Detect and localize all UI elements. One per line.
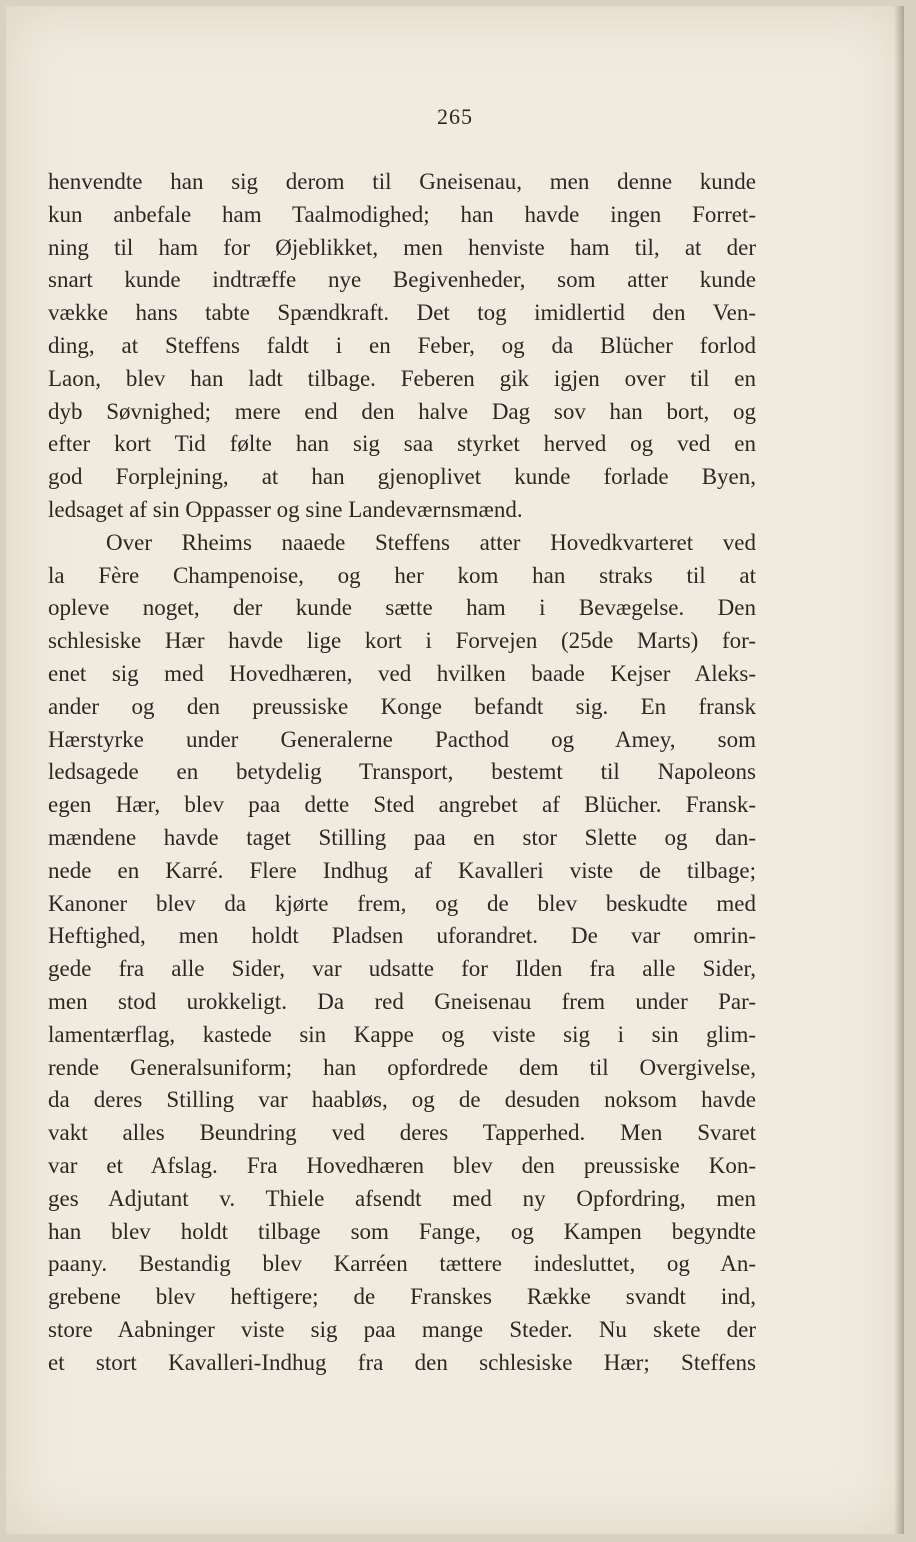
text-line: god Forplejning, at han gjenoplivet kunde forlade Byen,	[48, 464, 756, 490]
text-line: kun anbefale ham Taalmodighed; han havde ingen Forret-	[48, 201, 756, 227]
text-line: da deres Stilling var haabløs, og de desuden noksom havde	[48, 1087, 756, 1113]
page-binding-edge	[894, 6, 904, 1534]
text-line: vække hans tabte Spændkraft. Det tog imidlertid den Ven-	[48, 300, 756, 326]
text-line: vakt alles Beundring ved deres Tapperhed. Men Svaret	[48, 1120, 756, 1146]
text-line: lamentærflag, kastede sin Kappe og viste sig i sin glim-	[48, 1021, 756, 1047]
text-line: men stod urokkeligt. Da red Gneisenau frem under Par-	[48, 988, 756, 1014]
text-line: mændene havde taget Stilling paa en stor Slette og dan-	[48, 824, 756, 850]
text-line: enet sig med Hovedhæren, ved hvilken baade Kejser Aleks-	[48, 660, 756, 686]
text-line: ander og den preussiske Konge befandt sig. En fransk	[48, 693, 756, 719]
text-line: Heftighed, men holdt Pladsen uforandret. De var omrin-	[48, 923, 756, 949]
text-line: grebene blev heftigere; de Franskes Række svandt ind,	[48, 1284, 756, 1310]
text-line: ding, at Steffens faldt i en Feber, og da Blücher forlod	[48, 332, 756, 358]
page-number: 265	[437, 104, 473, 129]
text-line: snart kunde indtræffe nye Begivenheder, som atter kunde	[48, 267, 756, 293]
text-line: ledsaget af sin Oppasser og sine Landeværnsmænd.	[48, 496, 523, 522]
text-line: dyb Søvnighed; mere end den halve Dag sov han bort, og	[48, 398, 756, 424]
text-line: var et Afslag. Fra Hovedhæren blev den preussiske Kon-	[48, 1152, 756, 1178]
text-line: ning til ham for Øjeblikket, men henviste ham til, at der	[48, 234, 756, 260]
text-line: store Aabninger viste sig paa mange Steder. Nu skete der	[48, 1316, 756, 1342]
paragraph-first-line: Over Rheims naaede Steffens atter Hovedkvarteret ved	[106, 529, 756, 555]
text-line: gede fra alle Sider, var udsatte for Ilden fra alle Sider,	[48, 956, 756, 982]
text-line: henvendte han sig derom til Gneisenau, men denne kunde	[48, 169, 756, 194]
text-line: schlesiske Hær havde lige kort i Forvejen (25de Marts) for-	[48, 628, 756, 654]
text-line: ledsagede en betydelig Transport, bestemt til Napoleons	[48, 759, 756, 785]
text-line: et stort Kavalleri-Indhug fra den schlesiske Hær; Steffens	[48, 1349, 756, 1375]
text-line: Kanoner blev da kjørte frem, og de blev beskudte med	[48, 890, 756, 916]
text-line: la Fère Champenoise, og her kom han straks til at	[48, 562, 756, 588]
text-line: opleve noget, der kunde sætte ham i Bevægelse. Den	[48, 595, 756, 621]
text-line: ges Adjutant v. Thiele afsendt med ny Opfordring, men	[48, 1185, 756, 1211]
text-line: Hærstyrke under Generalerne Pacthod og Amey, som	[48, 726, 756, 752]
text-line: nede en Karré. Flere Indhug af Kavalleri viste de tilbage;	[48, 857, 756, 883]
body-text	[48, 166, 756, 1379]
book-page	[6, 6, 904, 1534]
text-line: han blev holdt tilbage som Fange, og Kampen begyndte	[48, 1218, 756, 1244]
text-line: paany. Bestandig blev Karréen tættere indesluttet, og An-	[48, 1251, 756, 1277]
text-line: egen Hær, blev paa dette Sted angrebet af Blücher. Fransk-	[48, 792, 756, 818]
text-line: rende Generalsuniform; han opfordrede dem til Overgivelse,	[48, 1054, 756, 1080]
text-line: Laon, blev han ladt tilbage. Feberen gik igjen over til en	[48, 365, 756, 391]
text-line: efter kort Tid følte han sig saa styrket herved og ved en	[48, 431, 756, 457]
